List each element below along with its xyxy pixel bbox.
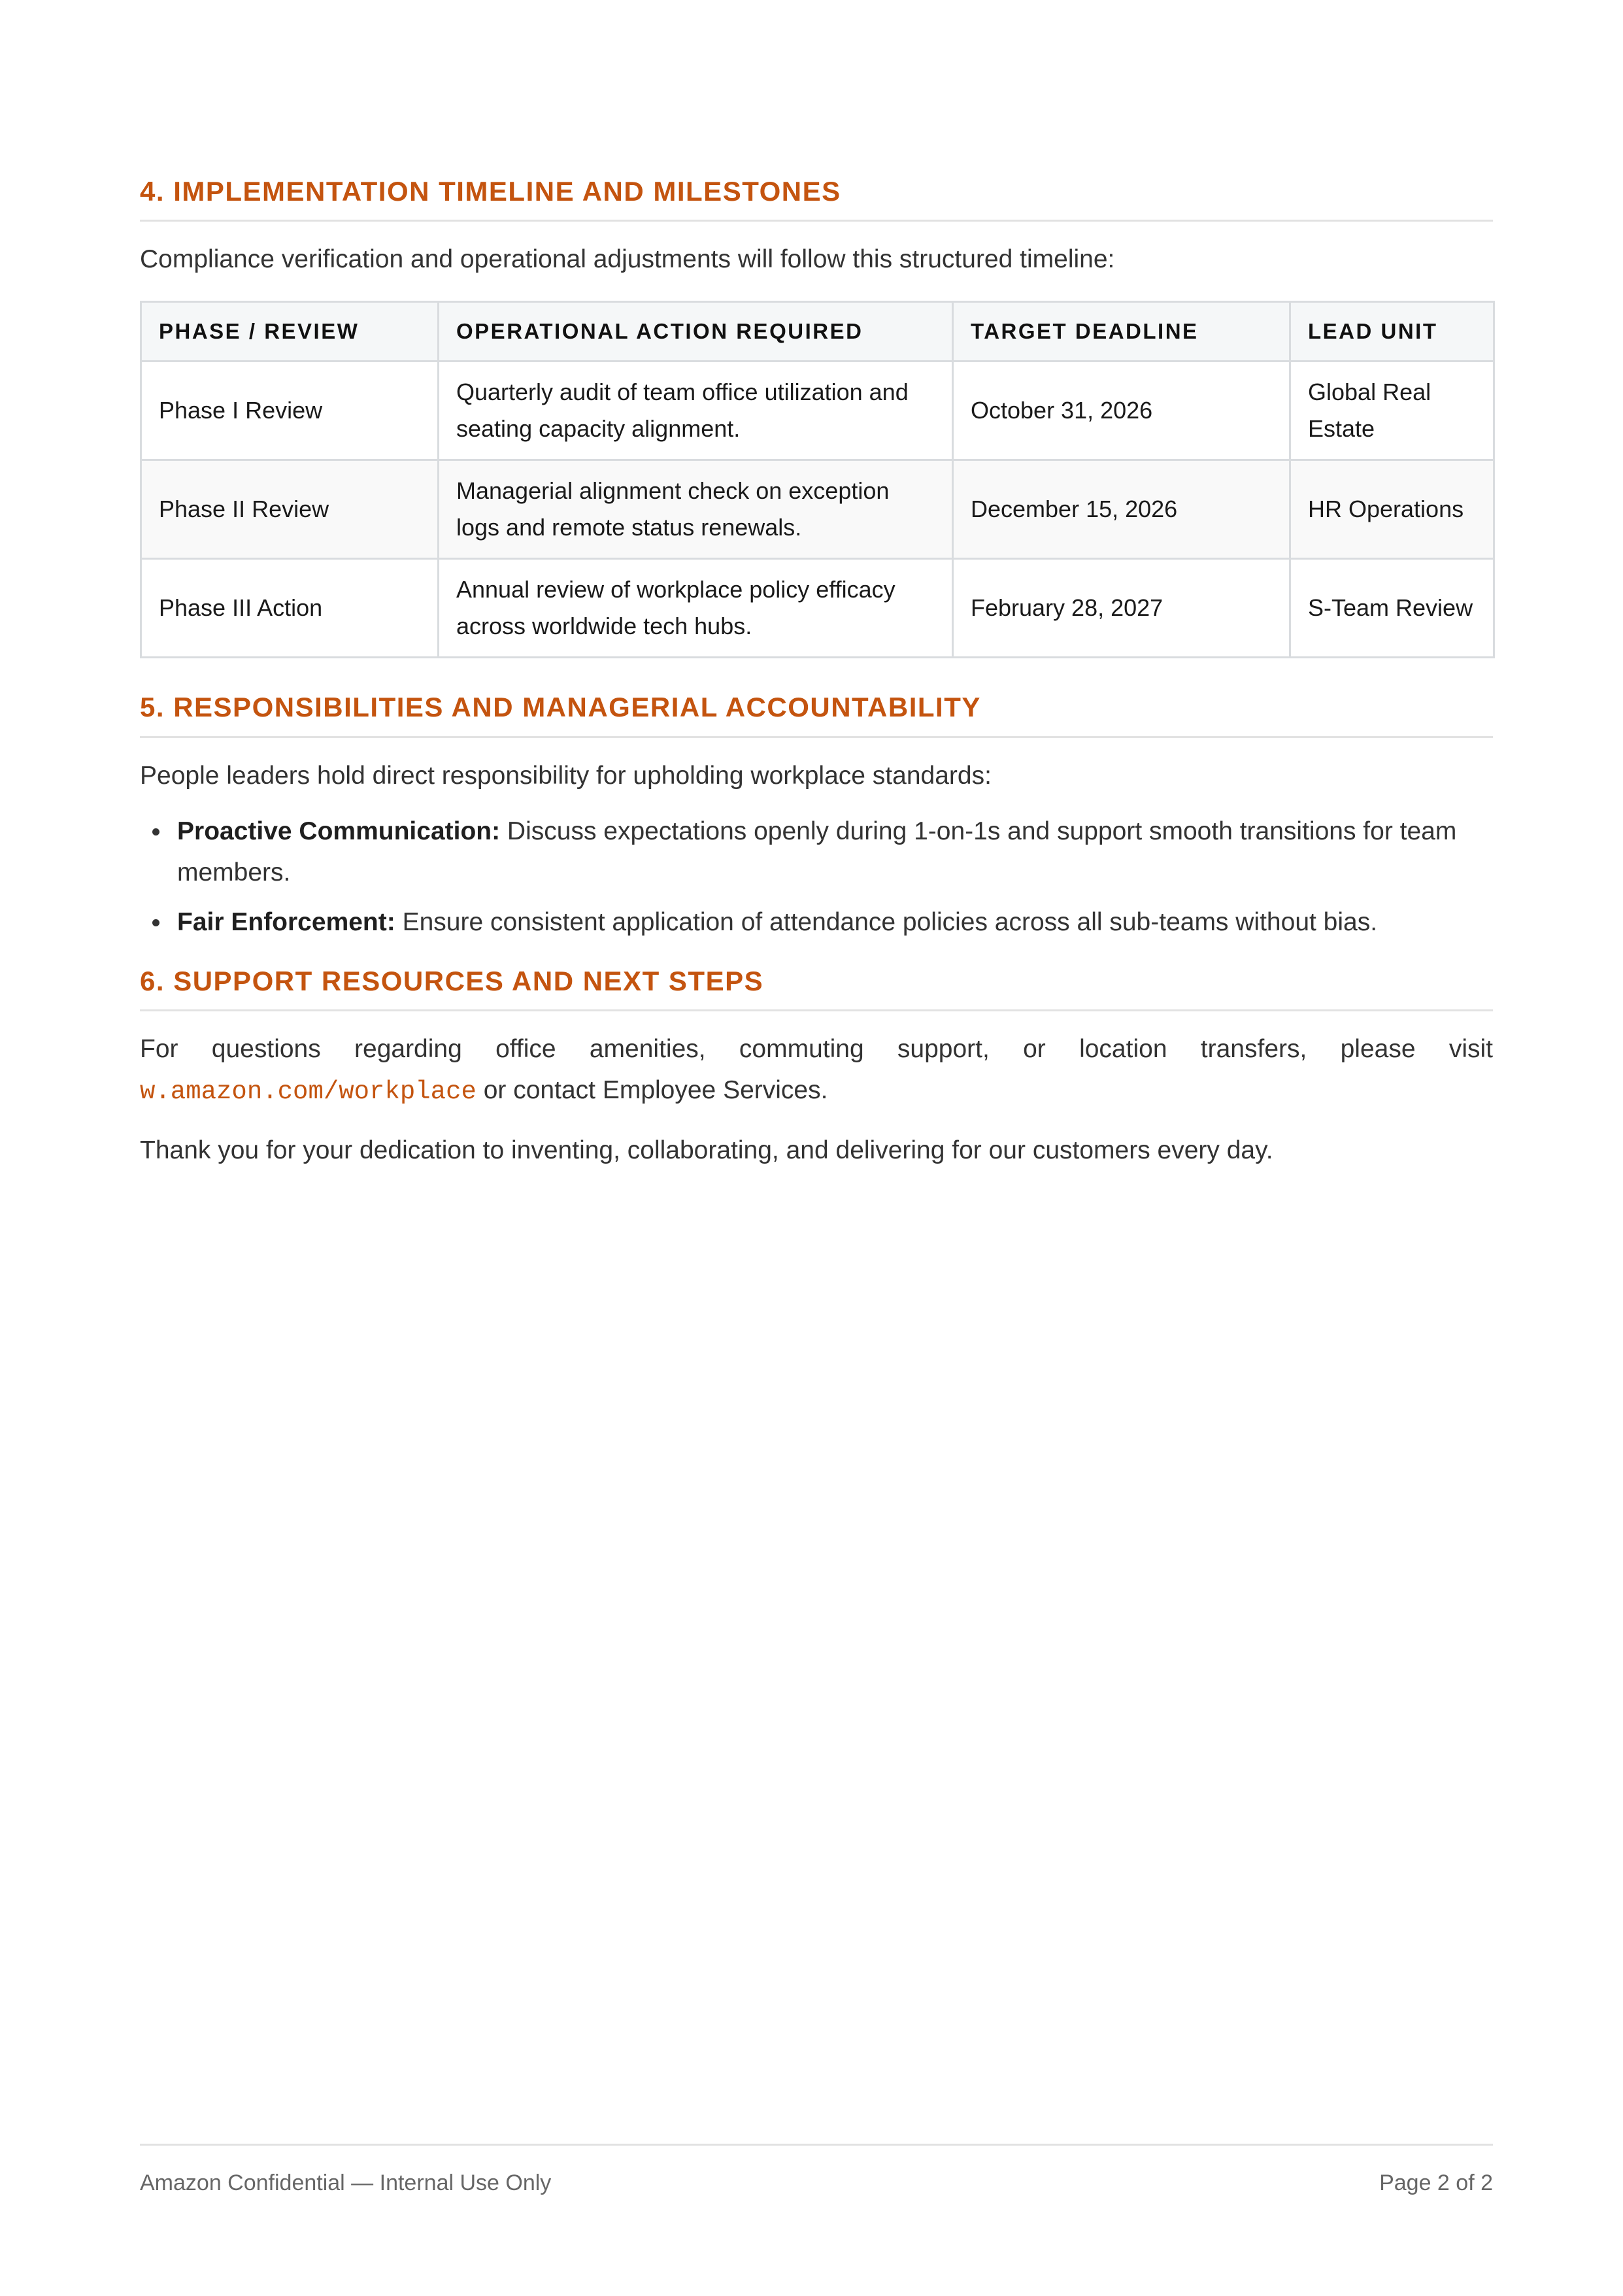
responsibilities-list <box>140 811 1493 943</box>
section-5-intro: People leaders hold direct responsibility for upholding workplace standards: <box>140 761 992 790</box>
section-6-text-before: For questions regarding office amenities, commuting support, or location transfers, please visit <box>140 1035 1493 1064</box>
table-cell-deadline: December 15, 2026 <box>953 460 1290 559</box>
table-cell-lead-unit: Global Real Estate <box>1290 362 1494 460</box>
table-cell-deadline: February 28, 2027 <box>953 559 1290 658</box>
list-item-label: Proactive Communication: <box>177 817 501 845</box>
list-item-text: Discuss expectations openly during 1-on-1s and support smooth transitions for team members. <box>177 817 1457 886</box>
section-6-heading: 6. SUPPORT RESOURCES AND NEXT STEPS <box>140 965 1493 1011</box>
section-4-intro: Compliance verification and operational adjustments will follow this structured timeline: <box>140 245 1115 274</box>
table-row <box>141 362 1494 460</box>
list-item <box>177 811 1493 893</box>
section-6-text-after: or contact Employee Services. <box>476 1076 828 1105</box>
list-item-text: Ensure consistent application of attendance policies across all sub-teams without bias. <box>395 907 1378 936</box>
list-item <box>177 902 1493 943</box>
table-cell-phase: Phase I Review <box>141 362 439 460</box>
section-4-heading: 4. IMPLEMENTATION TIMELINE AND MILESTONES <box>140 175 1493 222</box>
table-cell-action: Managerial alignment check on exception logs and remote status renewals. <box>439 460 953 559</box>
footer-confidential-label: Amazon Confidential — Internal Use Only <box>140 2170 552 2195</box>
table-header-action: OPERATIONAL ACTION REQUIRED <box>439 302 953 362</box>
timeline-table <box>140 301 1495 658</box>
document-body <box>140 163 1493 1171</box>
table-row <box>141 460 1494 559</box>
table-cell-phase: Phase II Review <box>141 460 439 559</box>
table-cell-lead-unit: S-Team Review <box>1290 559 1494 658</box>
list-item-label: Fair Enforcement: <box>177 907 395 936</box>
table-cell-action: Quarterly audit of team office utilization and seating capacity alignment. <box>439 362 953 460</box>
table-header-lead-unit: LEAD UNIT <box>1290 302 1494 362</box>
closing-paragraph: Thank you for your dedication to inventing, collaborating, and delivering for our customers every day. <box>140 1136 1273 1165</box>
workplace-link[interactable]: w.amazon.com/workplace <box>140 1077 477 1107</box>
page-footer <box>140 2144 1493 2196</box>
table-cell-deadline: October 31, 2026 <box>953 362 1290 460</box>
table-header-deadline: TARGET DEADLINE <box>953 302 1290 362</box>
table-header-phase: PHASE / REVIEW <box>141 302 439 362</box>
table-row <box>141 559 1494 658</box>
page-number: Page 2 of 2 <box>1379 2170 1493 2195</box>
table-cell-phase: Phase III Action <box>141 559 439 658</box>
section-5-heading: 5. RESPONSIBILITIES AND MANAGERIAL ACCOUNTABILITY <box>140 691 1493 737</box>
section-6-paragraph <box>140 1028 1493 1113</box>
table-cell-action: Annual review of workplace policy efficacy across worldwide tech hubs. <box>439 559 953 658</box>
table-cell-lead-unit: HR Operations <box>1290 460 1494 559</box>
table-header-row <box>141 302 1494 362</box>
